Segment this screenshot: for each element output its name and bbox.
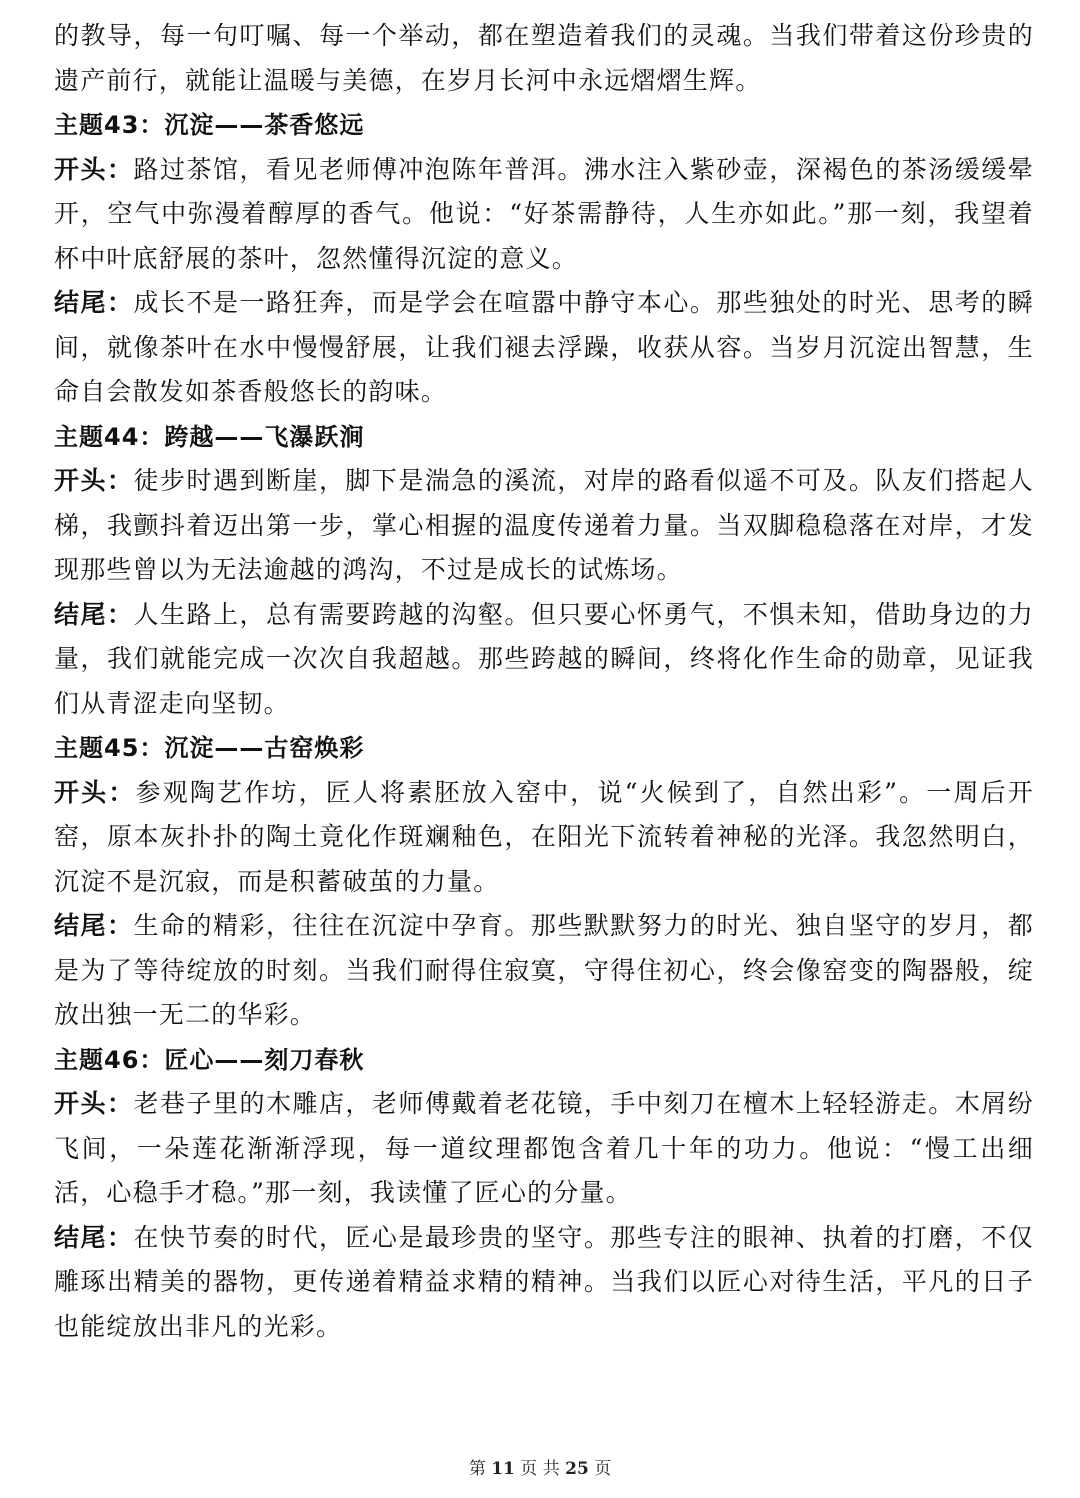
section-46	[54, 1038, 1034, 1350]
ending-text: 成长不是一路狂奔，而是学会在喧嚣中静守本心。那些独处的时光、思考的瞬间，就像茶叶在水中慢慢舒展，让我们褪去浮躁，收获从容。当岁月沉淀出智慧，生命自会散发如茶香般悠长的韵味。	[54, 288, 1034, 406]
ending-label: 结尾：	[54, 288, 134, 317]
opening-text: 老巷子里的木雕店，老师傅戴着老花镜，手中刻刀在檀木上轻轻游走。木屑纷飞间，一朵莲花渐渐浮现，每一道纹理都饱含着几十年的功力。他说：“慢工出细活，心稳手才稳。”那一刻，我读懂了匠心的分量。	[54, 1089, 1034, 1207]
ending-label: 结尾：	[54, 1222, 134, 1252]
opening-text: 徒步时遇到断崖，脚下是湍急的溪流，对岸的路看似遥不可及。队友们搭起人梯，我颤抖着迈出第一步，掌心相握的温度传递着力量。当双脚稳稳落在对岸，才发现那些曾以为无法逾越的鸿沟，不过是成长的试炼场。	[54, 466, 1034, 584]
section-43	[54, 103, 1034, 415]
ending-paragraph	[54, 1216, 1034, 1350]
opening-label: 开头：	[54, 777, 136, 807]
current-page-number: 11	[491, 1459, 515, 1479]
ending-label: 结尾：	[54, 911, 134, 940]
section-heading: 主题43：沉淀——茶香悠远	[54, 111, 365, 139]
opening-paragraph	[54, 1082, 1034, 1216]
opening-text: 参观陶艺作坊，匠人将素胚放入窑中，说“火候到了，自然出彩”。一周后开窑，原本灰扑扑的陶土竟化作斑斓釉色，在阳光下流转着神秘的光泽。我忽然明白，沉淀不是沉寂，而是积蓄破茧的力量。	[54, 777, 1034, 896]
page-footer	[0, 1454, 1080, 1479]
ending-label: 结尾：	[54, 599, 134, 629]
ending-text: 人生路上，总有需要跨越的沟壑。但只要心怀勇气，不惧未知，借助身边的力量，我们就能完成一次次自我超越。那些跨越的瞬间，终将化作生命的勋章，见证我们从青涩走向坚韧。	[54, 599, 1034, 718]
opening-label: 开头：	[54, 154, 134, 184]
opening-paragraph	[54, 771, 1034, 905]
opening-label: 开头：	[54, 1089, 134, 1118]
ending-paragraph	[54, 904, 1034, 1038]
total-page-count: 25	[565, 1459, 589, 1479]
ending-text: 在快节奏的时代，匠心是最珍贵的坚守。那些专注的眼神、执着的打磨，不仅雕琢出精美的器物，更传递着精益求精的精神。当我们以匠心对待生活，平凡的日子也能绽放出非凡的光彩。	[54, 1222, 1034, 1341]
section-44	[54, 415, 1034, 727]
ending-paragraph	[54, 593, 1034, 727]
ending-paragraph	[54, 281, 1034, 415]
opening-label: 开头：	[54, 466, 134, 495]
opening-paragraph	[54, 459, 1034, 593]
document-body	[54, 14, 1034, 1349]
section-heading: 主题44：跨越——飞瀑跃涧	[54, 422, 365, 451]
footer-prefix: 第	[468, 1459, 486, 1479]
section-45	[54, 726, 1034, 1038]
opening-text: 路过茶馆，看见老师傅冲泡陈年普洱。沸水注入紫砂壶，深褐色的茶汤缓缓晕开，空气中弥漫着醇厚的香气。他说：“好茶需静待，人生亦如此。”那一刻，我望着杯中叶底舒展的茶叶，忽然懂得沉淀的意义。	[54, 154, 1034, 273]
section-heading: 主题46：匠心——刻刀春秋	[54, 1045, 365, 1074]
intro-paragraph: 的教导，每一句叮嘱、每一个举动，都在塑造着我们的灵魂。当我们带着这份珍贵的遗产前行，就能让温暖与美德，在岁月长河中永远熠熠生辉。	[54, 21, 1034, 95]
opening-paragraph	[54, 148, 1034, 282]
ending-text: 生命的精彩，往往在沉淀中孕育。那些默默努力的时光、独自坚守的岁月，都是为了等待绽放的时刻。当我们耐得住寂寞，守得住初心，终会像窑变的陶器般，绽放出独一无二的华彩。	[54, 911, 1034, 1029]
section-heading: 主题45：沉淀——古窑焕彩	[54, 734, 365, 762]
footer-middle: 页 共	[520, 1459, 560, 1479]
footer-suffix: 页	[594, 1459, 612, 1479]
